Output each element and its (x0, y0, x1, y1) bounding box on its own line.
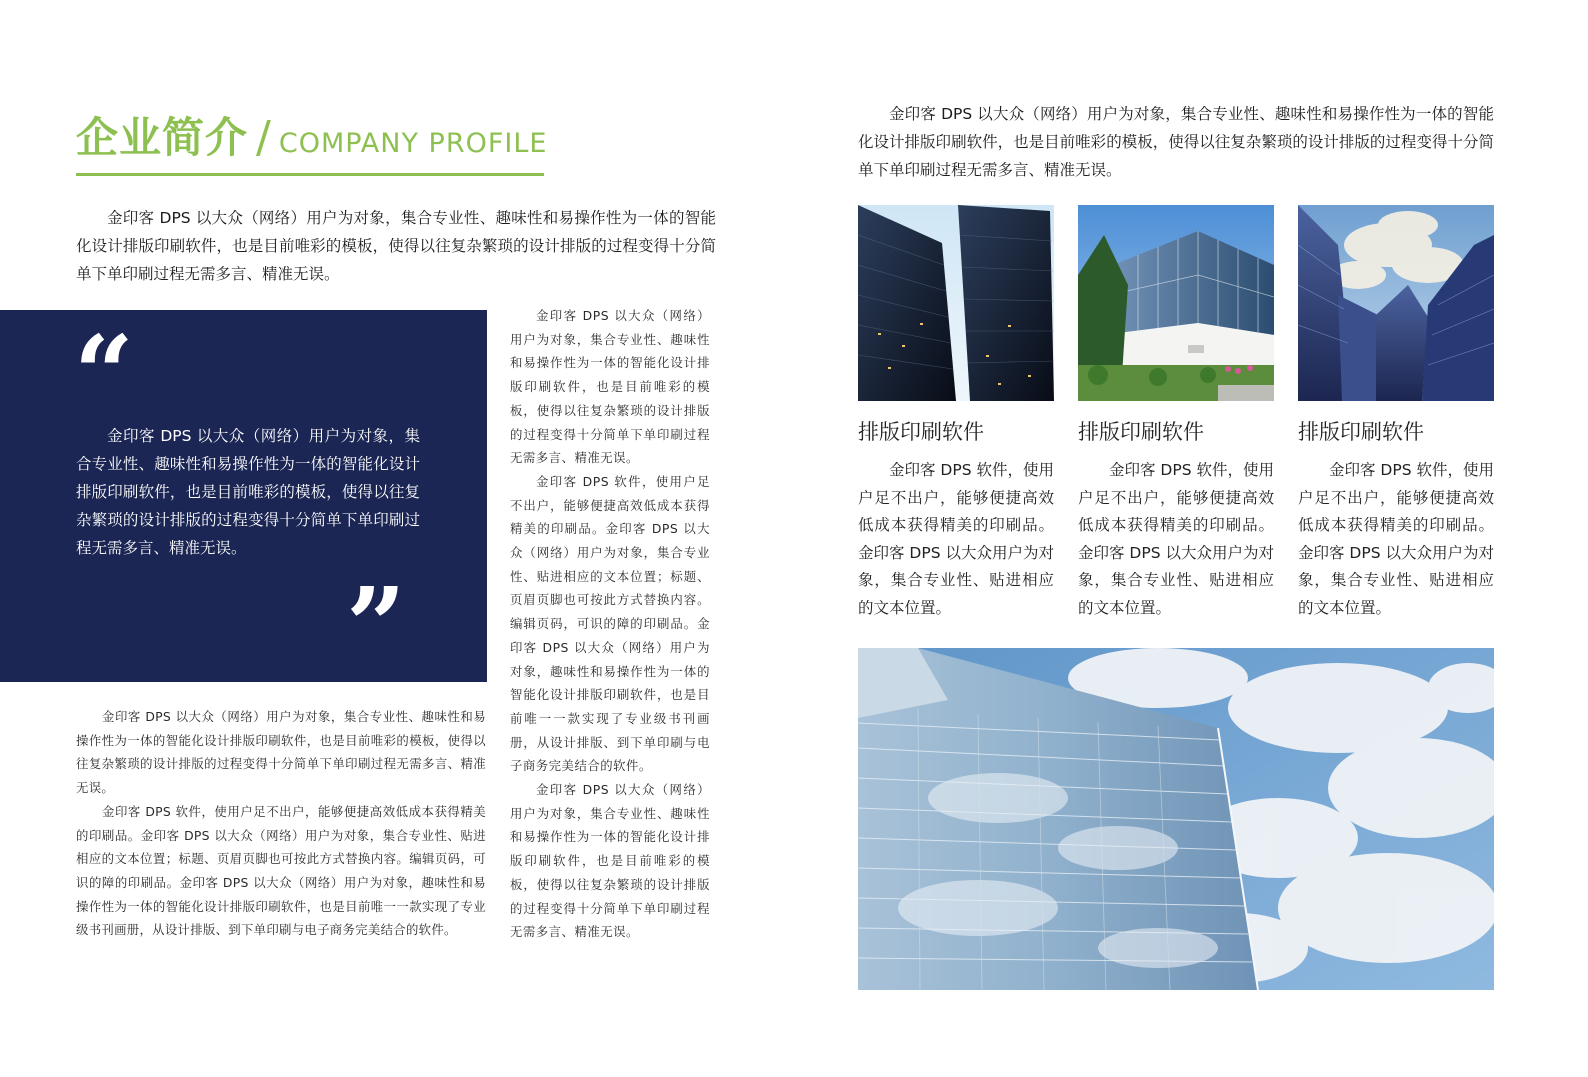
skyscraper-photo (858, 205, 1054, 401)
right-intro-paragraph: 金印客 DPS 以大众（网络）用户为对象，集合专业性、趣味性和易操作性为一体的智能化设计排版印刷软件，也是目前唯彩的模板，使得以往复杂繁琐的设计排版的过程变得十分简单下单印刷过程无需多言、精准无误。 (858, 105, 1494, 179)
glass-towers-photo (1298, 205, 1494, 401)
feature-title: 排版印刷软件 (1078, 420, 1204, 444)
feature-text: 金印客 DPS 软件，使用户足不出户，能够便捷高效低成本获得精美的印刷品。金印客 DPS 以大众用户为对象，集合专业性、贴进相应的文本位置。 (858, 461, 1054, 617)
feature-card (1078, 205, 1274, 623)
body-paragraph: 金印客 DPS 软件，使用户足不出户，能够便捷高效低成本获得精美的印刷品。金印客 DPS 以大众（网络）用户为对象，集合专业性、贴进相应的文本位置；标题、页眉页脚也可按此方式替换内容。编辑页码，可识的障的印刷品。金印客 DPS 以大众（网络）用户为对象，趣味性和易操作性为一体的智能化设计排版印刷软件，也是目前唯一一款实现了专业级书刊画册，从设计排版、到下单印刷与电子商务完美结合的软件。 (510, 473, 710, 774)
body-paragraph: 金印客 DPS 以大众（网络）用户为对象，集合专业性、趣味性和易操作性为一体的智能化设计排版印刷软件，也是目前唯彩的模板，使得以往复杂繁琐的设计排版的过程变得十分简单下单印刷过程无需多言、精准无误。 (510, 308, 710, 466)
body-paragraph: 金印客 DPS 以大众（网络）用户为对象，集合专业性、趣味性和易操作性为一体的智能化设计排版印刷软件，也是目前唯彩的模板，使得以往复杂繁琐的设计排版的过程变得十分简单下单印刷过程无需多言、精准无误。 (510, 782, 710, 940)
left-body-column (76, 705, 486, 942)
body-paragraph: 金印客 DPS 软件，使用户足不出户，能够便捷高效低成本获得精美的印刷品。金印客 DPS 以大众（网络）用户为对象，集合专业性、贴进相应的文本位置；标题、页眉页脚也可按此方式替换内容。编辑页码，可识的障的印刷品。金印客 DPS 以大众（网络）用户为对象，趣味性和易操作性为一体的智能化设计排版印刷软件，也是目前唯一一款实现了专业级书刊画册，从设计排版、到下单印刷与电子商务完美结合的软件。 (76, 803, 486, 938)
quote-text: 金印客 DPS 以大众（网络）用户为对象，集合专业性、趣味性和易操作性为一体的智能化设计排版印刷软件，也是目前唯彩的模板，使得以往复杂繁琐的设计排版的过程变得十分简单下单印刷过程无需多言、精准无误。 (76, 427, 420, 557)
feature-text: 金印客 DPS 软件，使用户足不出户，能够便捷高效低成本获得精美的印刷品。金印客 DPS 以大众用户为对象，集合专业性、贴进相应的文本位置。 (1298, 461, 1494, 617)
glass-facade-sky-photo (858, 648, 1494, 990)
open-quote-icon: “ (74, 312, 134, 435)
feature-text: 金印客 DPS 软件，使用户足不出户，能够便捷高效低成本获得精美的印刷品。金印客 DPS 以大众用户为对象，集合专业性、贴进相应的文本位置。 (1078, 461, 1274, 617)
feature-card (1298, 205, 1494, 623)
right-body-column (510, 304, 710, 944)
feature-title: 排版印刷软件 (858, 420, 984, 444)
title-english: COMPANY PROFILE (278, 128, 548, 159)
title-underline (76, 173, 544, 176)
page-title (76, 105, 546, 175)
left-intro-paragraph: 金印客 DPS 以大众（网络）用户为对象，集合专业性、趣味性和易操作性为一体的智能化设计排版印刷软件，也是目前唯彩的模板，使得以往复杂繁琐的设计排版的过程变得十分简单下单印刷过程无需多言、精准无误。 (76, 209, 716, 283)
office-building-photo (1078, 205, 1274, 401)
title-chinese: 企业简介 (76, 113, 249, 162)
title-slash: / (256, 112, 271, 163)
feature-title: 排版印刷软件 (1298, 420, 1424, 444)
body-paragraph: 金印客 DPS 以大众（网络）用户为对象，集合专业性、趣味性和易操作性为一体的智能化设计排版印刷软件，也是目前唯彩的模板，使得以往复杂繁琐的设计排版的过程变得十分简单下单印刷过程无需多言、精准无误。 (76, 709, 486, 796)
close-quote-icon: ” (346, 564, 406, 687)
feature-card (858, 205, 1054, 623)
